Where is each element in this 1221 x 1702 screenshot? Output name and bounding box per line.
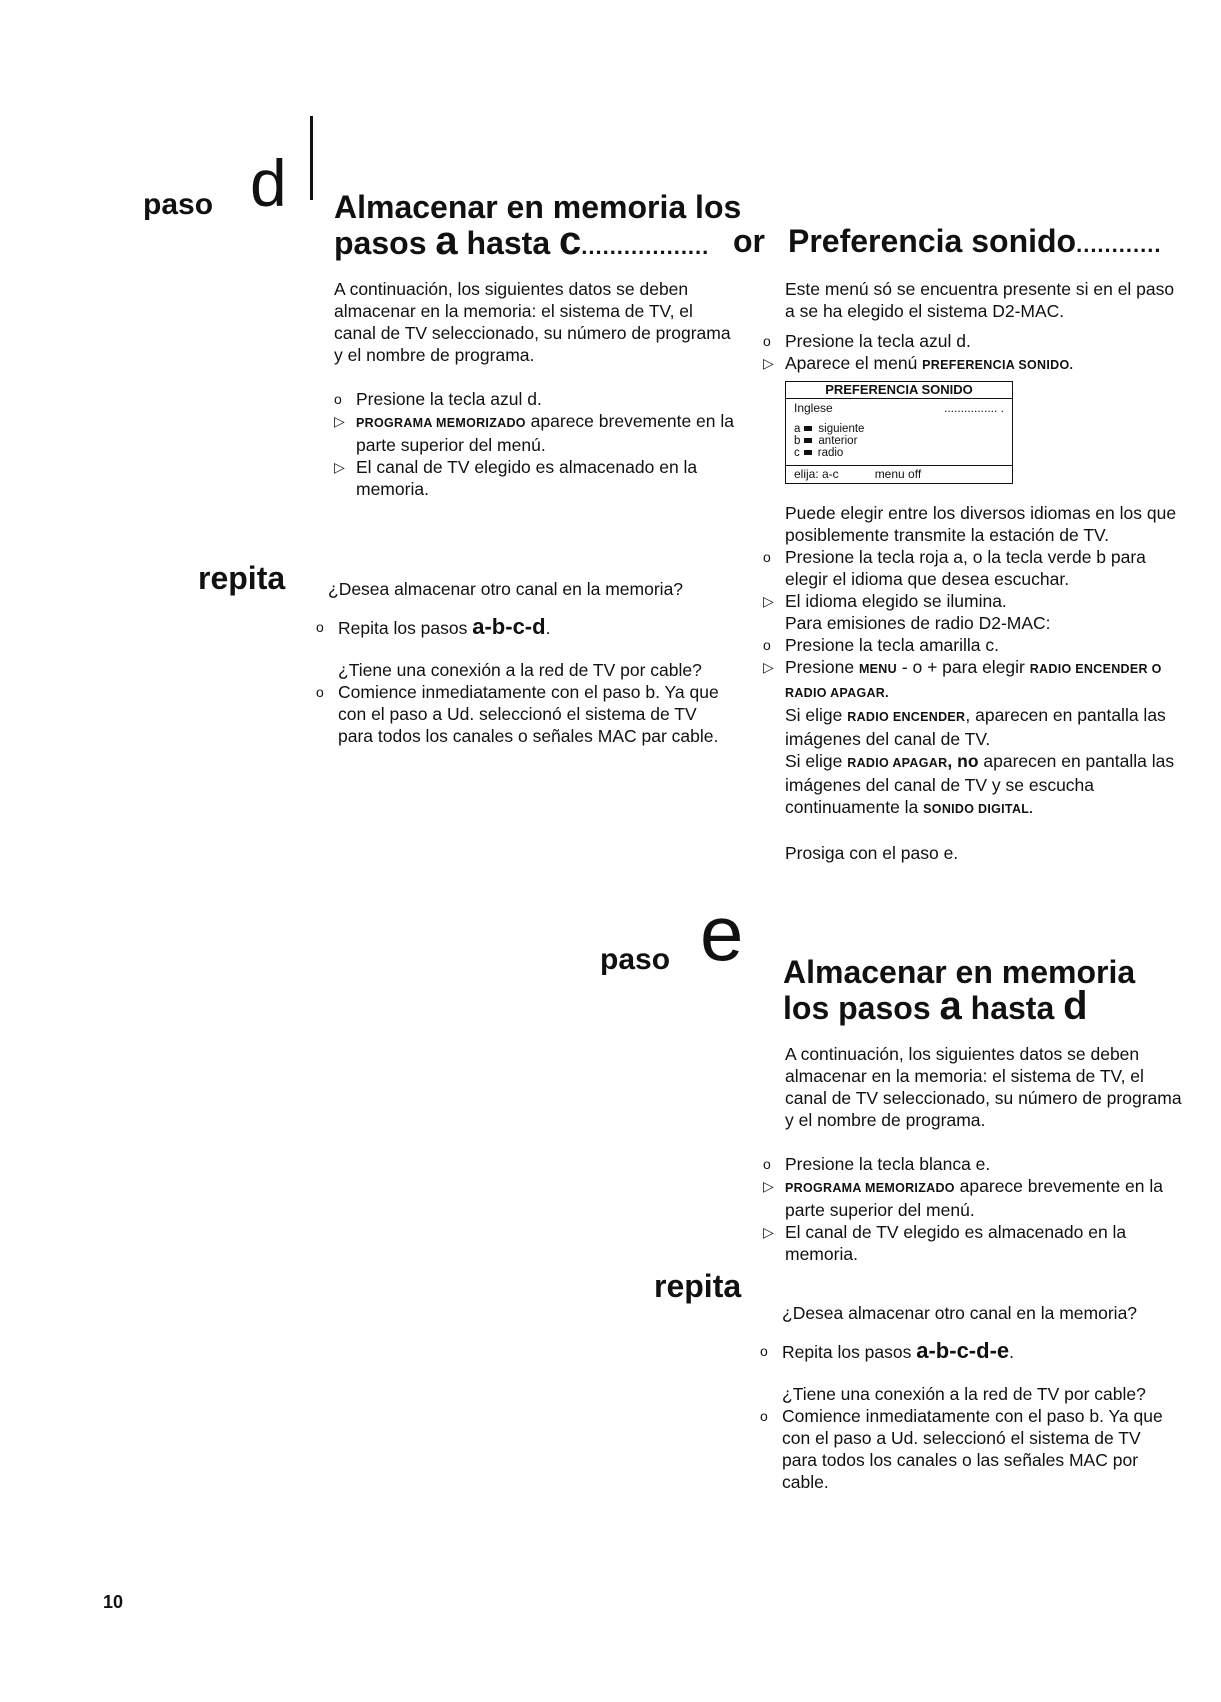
step-d-heading bbox=[334, 190, 774, 264]
list-item-text: Presione la tecla roja a, o la tecla verde b para elegir el idioma que desea escuchar. bbox=[785, 547, 1146, 589]
heading-pre: pasos bbox=[334, 225, 436, 261]
pref-body-2 bbox=[763, 502, 1183, 864]
list-item: o Repita los pasos a-b-c-d-e. bbox=[760, 1338, 1015, 1363]
menu-option-c bbox=[794, 447, 1004, 459]
cable-text: Comience inmediatamente con el paso b. Ya que con el paso a Ud. seleccionó el sistema de TV para todos los canales o las señales MAC por cable. bbox=[782, 1406, 1163, 1492]
step-d-repeat-block bbox=[316, 578, 736, 747]
list-item bbox=[763, 1153, 1183, 1175]
step-e-heading bbox=[783, 954, 1203, 1028]
pref-menu-box bbox=[785, 381, 1013, 484]
option-key: b bbox=[794, 435, 801, 447]
list-item bbox=[763, 330, 1183, 352]
list-item bbox=[334, 410, 734, 456]
step-d-repeat-list bbox=[316, 616, 736, 639]
step-d-label: paso bbox=[143, 188, 214, 221]
list-item bbox=[763, 656, 1183, 820]
step-e-question2: ¿Tiene una conexión a la red de TV por cable? bbox=[782, 1384, 1146, 1404]
list-item bbox=[760, 1405, 1180, 1493]
list-item-text: Presione la tecla blanca e. bbox=[785, 1154, 991, 1174]
list-item-text: El idioma elegido se ilumina. bbox=[785, 591, 1007, 611]
heading-a: a bbox=[435, 219, 458, 263]
heading-mid: hasta bbox=[457, 225, 559, 261]
step-d-intro: A continuación, los siguientes datos se deben almacenar en la memoria: el sistema de TV, el canal de TV seleccionado, su número de programa y el nombre de programa. bbox=[334, 279, 731, 365]
option-label: radio bbox=[817, 447, 844, 459]
list-item-smallcaps: PROGRAMA MEMORIZADO bbox=[785, 1181, 955, 1195]
step-e-repita: repita bbox=[654, 1268, 742, 1304]
list-item-text: El canal de TV elegido es almacenado en la memoria. bbox=[785, 1222, 1127, 1264]
pref-intro: Este menú só se encuentra presente si en el paso a se ha elegido el sistema D2-MAC. bbox=[785, 279, 1175, 321]
result-arrow-icon: ▷ bbox=[763, 1178, 774, 1194]
step-e-heading-line1: Almacenar en memoria bbox=[783, 954, 1136, 990]
smallcaps-part: RADIO ENCENDER bbox=[847, 710, 966, 724]
option-label: siguiente bbox=[818, 423, 865, 435]
bullet-icon: o bbox=[760, 1343, 768, 1359]
pref-body bbox=[763, 278, 1183, 376]
list-item-text: aparece brevemente en la parte superior del menú. bbox=[356, 411, 735, 455]
repeat-text: Repita los pasos bbox=[338, 618, 473, 638]
step-e-repeat-block bbox=[760, 1302, 1180, 1493]
menu-footer-left: elija: a-c bbox=[794, 467, 839, 481]
step-d-repita: repita bbox=[198, 560, 286, 596]
pref-list-2 bbox=[763, 546, 1183, 820]
step-e-question1: ¿Desea almacenar otro canal en la memoria? bbox=[782, 1303, 1138, 1323]
step-e-intro: A continuación, los siguientes datos se deben almacenar en la memoria: el sistema de TV, el canal de TV seleccionado, su número de programa y el nombre de programa. bbox=[785, 1044, 1182, 1130]
text-part: , aparecen en pantalla las imágenes del canal de TV. bbox=[785, 705, 1166, 749]
menu-language-row bbox=[786, 399, 1012, 417]
step-e-label: paso bbox=[600, 943, 671, 976]
step-d-heading-line1: Almacenar en memoria los bbox=[334, 189, 742, 225]
list-item-smallcaps: PREFERENCIA SONIDO. bbox=[922, 358, 1074, 372]
menu-option-b bbox=[794, 435, 1004, 447]
smallcaps-part: RADIO ENCENDER O RADIO APAGAR. bbox=[785, 662, 1162, 700]
list-item bbox=[316, 681, 736, 747]
list-item bbox=[334, 456, 734, 500]
cable-text: Comience inmediatamente con el paso b. Ya que con el paso a Ud. seleccionó el sistema de TV para todos los canales o señales MAC par cable. bbox=[338, 682, 719, 746]
step-e-heading-line2 bbox=[783, 984, 1203, 1028]
menu-option-a bbox=[794, 423, 1004, 435]
list-item bbox=[763, 546, 1183, 590]
step-d-heading-line2 bbox=[334, 219, 774, 264]
list-item-text: Presione la tecla azul d. bbox=[356, 389, 542, 409]
list-item bbox=[763, 352, 1183, 376]
heading-c: c bbox=[559, 219, 582, 263]
result-arrow-icon: ▷ bbox=[763, 593, 774, 609]
pref-list-1 bbox=[763, 330, 1183, 376]
result-arrow-icon: ▷ bbox=[334, 459, 345, 475]
menu-footer bbox=[786, 465, 1012, 483]
heading-d: d bbox=[1063, 984, 1088, 1028]
bullet-icon: o bbox=[760, 1408, 768, 1424]
text-part: Si elige bbox=[785, 751, 848, 771]
heading-a: a bbox=[939, 984, 962, 1028]
step-d-question2: ¿Tiene una conexión a la red de TV por cable? bbox=[338, 660, 702, 680]
menu-footer-right: menu off bbox=[874, 467, 922, 481]
bullet-icon: o bbox=[316, 619, 324, 635]
step-e-list bbox=[763, 1153, 1183, 1265]
bullet-icon: o bbox=[763, 1156, 771, 1172]
menu-options bbox=[786, 417, 1012, 461]
text-part: Si elige bbox=[785, 705, 848, 725]
result-arrow-icon: ▷ bbox=[334, 413, 345, 429]
list-item-text-2: Para emisiones de radio D2-MAC: bbox=[785, 613, 1051, 633]
menu-language-label: Inglese bbox=[794, 401, 833, 415]
step-e-letter: e bbox=[700, 889, 744, 977]
red-key-icon bbox=[804, 426, 812, 431]
result-arrow-icon: ▷ bbox=[763, 659, 774, 675]
step-e-repeat-list bbox=[760, 1340, 1180, 1363]
list-item-text: aparece brevemente en la parte superior del menú. bbox=[785, 1176, 1164, 1220]
bullet-icon: o bbox=[763, 333, 771, 349]
result-arrow-icon: ▷ bbox=[763, 1224, 774, 1240]
list-item bbox=[763, 1175, 1183, 1221]
heading-pre: los pasos bbox=[783, 990, 940, 1026]
list-item-smallcaps: PROGRAMA MEMORIZADO bbox=[356, 416, 526, 430]
pref-para1: Puede elegir entre los diversos idiomas en los que posiblemente transmite la estación de TV. bbox=[785, 503, 1177, 545]
bullet-icon: o bbox=[334, 391, 342, 407]
list-item bbox=[334, 388, 734, 410]
text-part: aparecen en pantalla las imágenes del canal de TV y se escucha continuamente la bbox=[785, 751, 1175, 817]
heading-mid: hasta bbox=[961, 990, 1064, 1026]
repeat-text: Repita los pasos bbox=[782, 1342, 917, 1362]
heading-dots: .................. bbox=[581, 234, 710, 259]
menu-title: PREFERENCIA SONIDO bbox=[786, 382, 1012, 399]
smallcaps-part: RADIO APAGAR bbox=[847, 756, 948, 770]
list-item bbox=[763, 634, 1183, 656]
result-arrow-icon: ▷ bbox=[763, 355, 774, 371]
green-key-icon bbox=[804, 438, 812, 443]
smallcaps-part: SONIDO DIGITAL. bbox=[923, 802, 1033, 816]
list-item-text: Aparece el menú bbox=[785, 353, 923, 373]
step-e-body bbox=[763, 1043, 1183, 1265]
smallcaps-part: MENU bbox=[858, 662, 897, 676]
bullet-icon: o bbox=[316, 684, 324, 700]
text-part: Presione bbox=[785, 657, 859, 677]
page-number: 10 bbox=[103, 1592, 124, 1612]
list-item bbox=[763, 1221, 1183, 1265]
list-item-text: El canal de TV elegido es almacenado en la memoria. bbox=[356, 457, 698, 499]
bullet-icon: o bbox=[763, 549, 771, 565]
step-d-cable-list bbox=[316, 681, 736, 747]
list-item: o Repita los pasos a-b-c-d. bbox=[316, 614, 551, 639]
step-d-letter: d bbox=[250, 146, 287, 220]
pref-heading-dots: ............ bbox=[1076, 232, 1162, 257]
step-d-body bbox=[334, 278, 734, 500]
yellow-key-icon bbox=[804, 450, 812, 455]
list-item-text: Presione la tecla azul d. bbox=[785, 331, 971, 351]
repeat-sequence: a-b-c-d bbox=[472, 614, 546, 639]
repeat-sequence: a-b-c-d-e bbox=[916, 1338, 1010, 1363]
step-d-question1: ¿Desea almacenar otro canal en la memoria? bbox=[328, 579, 684, 599]
text-part: - o + para elegir bbox=[896, 657, 1030, 677]
option-key: a bbox=[794, 423, 801, 435]
step-e-cable-list bbox=[760, 1405, 1180, 1493]
option-label: anterior bbox=[818, 435, 858, 447]
pref-heading bbox=[788, 224, 1161, 262]
pref-prosiga: Prosiga con el paso e. bbox=[785, 843, 959, 863]
step-d-list bbox=[334, 388, 734, 500]
bold-part: , no bbox=[947, 751, 979, 771]
menu-language-dots: ................ . bbox=[943, 401, 1004, 415]
option-key: c bbox=[794, 447, 800, 459]
list-item bbox=[763, 590, 1183, 634]
list-item-text: Presione la tecla amarilla c. bbox=[785, 635, 999, 655]
step-d-rule bbox=[310, 116, 313, 200]
pref-heading-text: Preferencia sonido bbox=[788, 223, 1077, 259]
bullet-icon: o bbox=[763, 637, 771, 653]
or-word: or bbox=[733, 223, 765, 259]
